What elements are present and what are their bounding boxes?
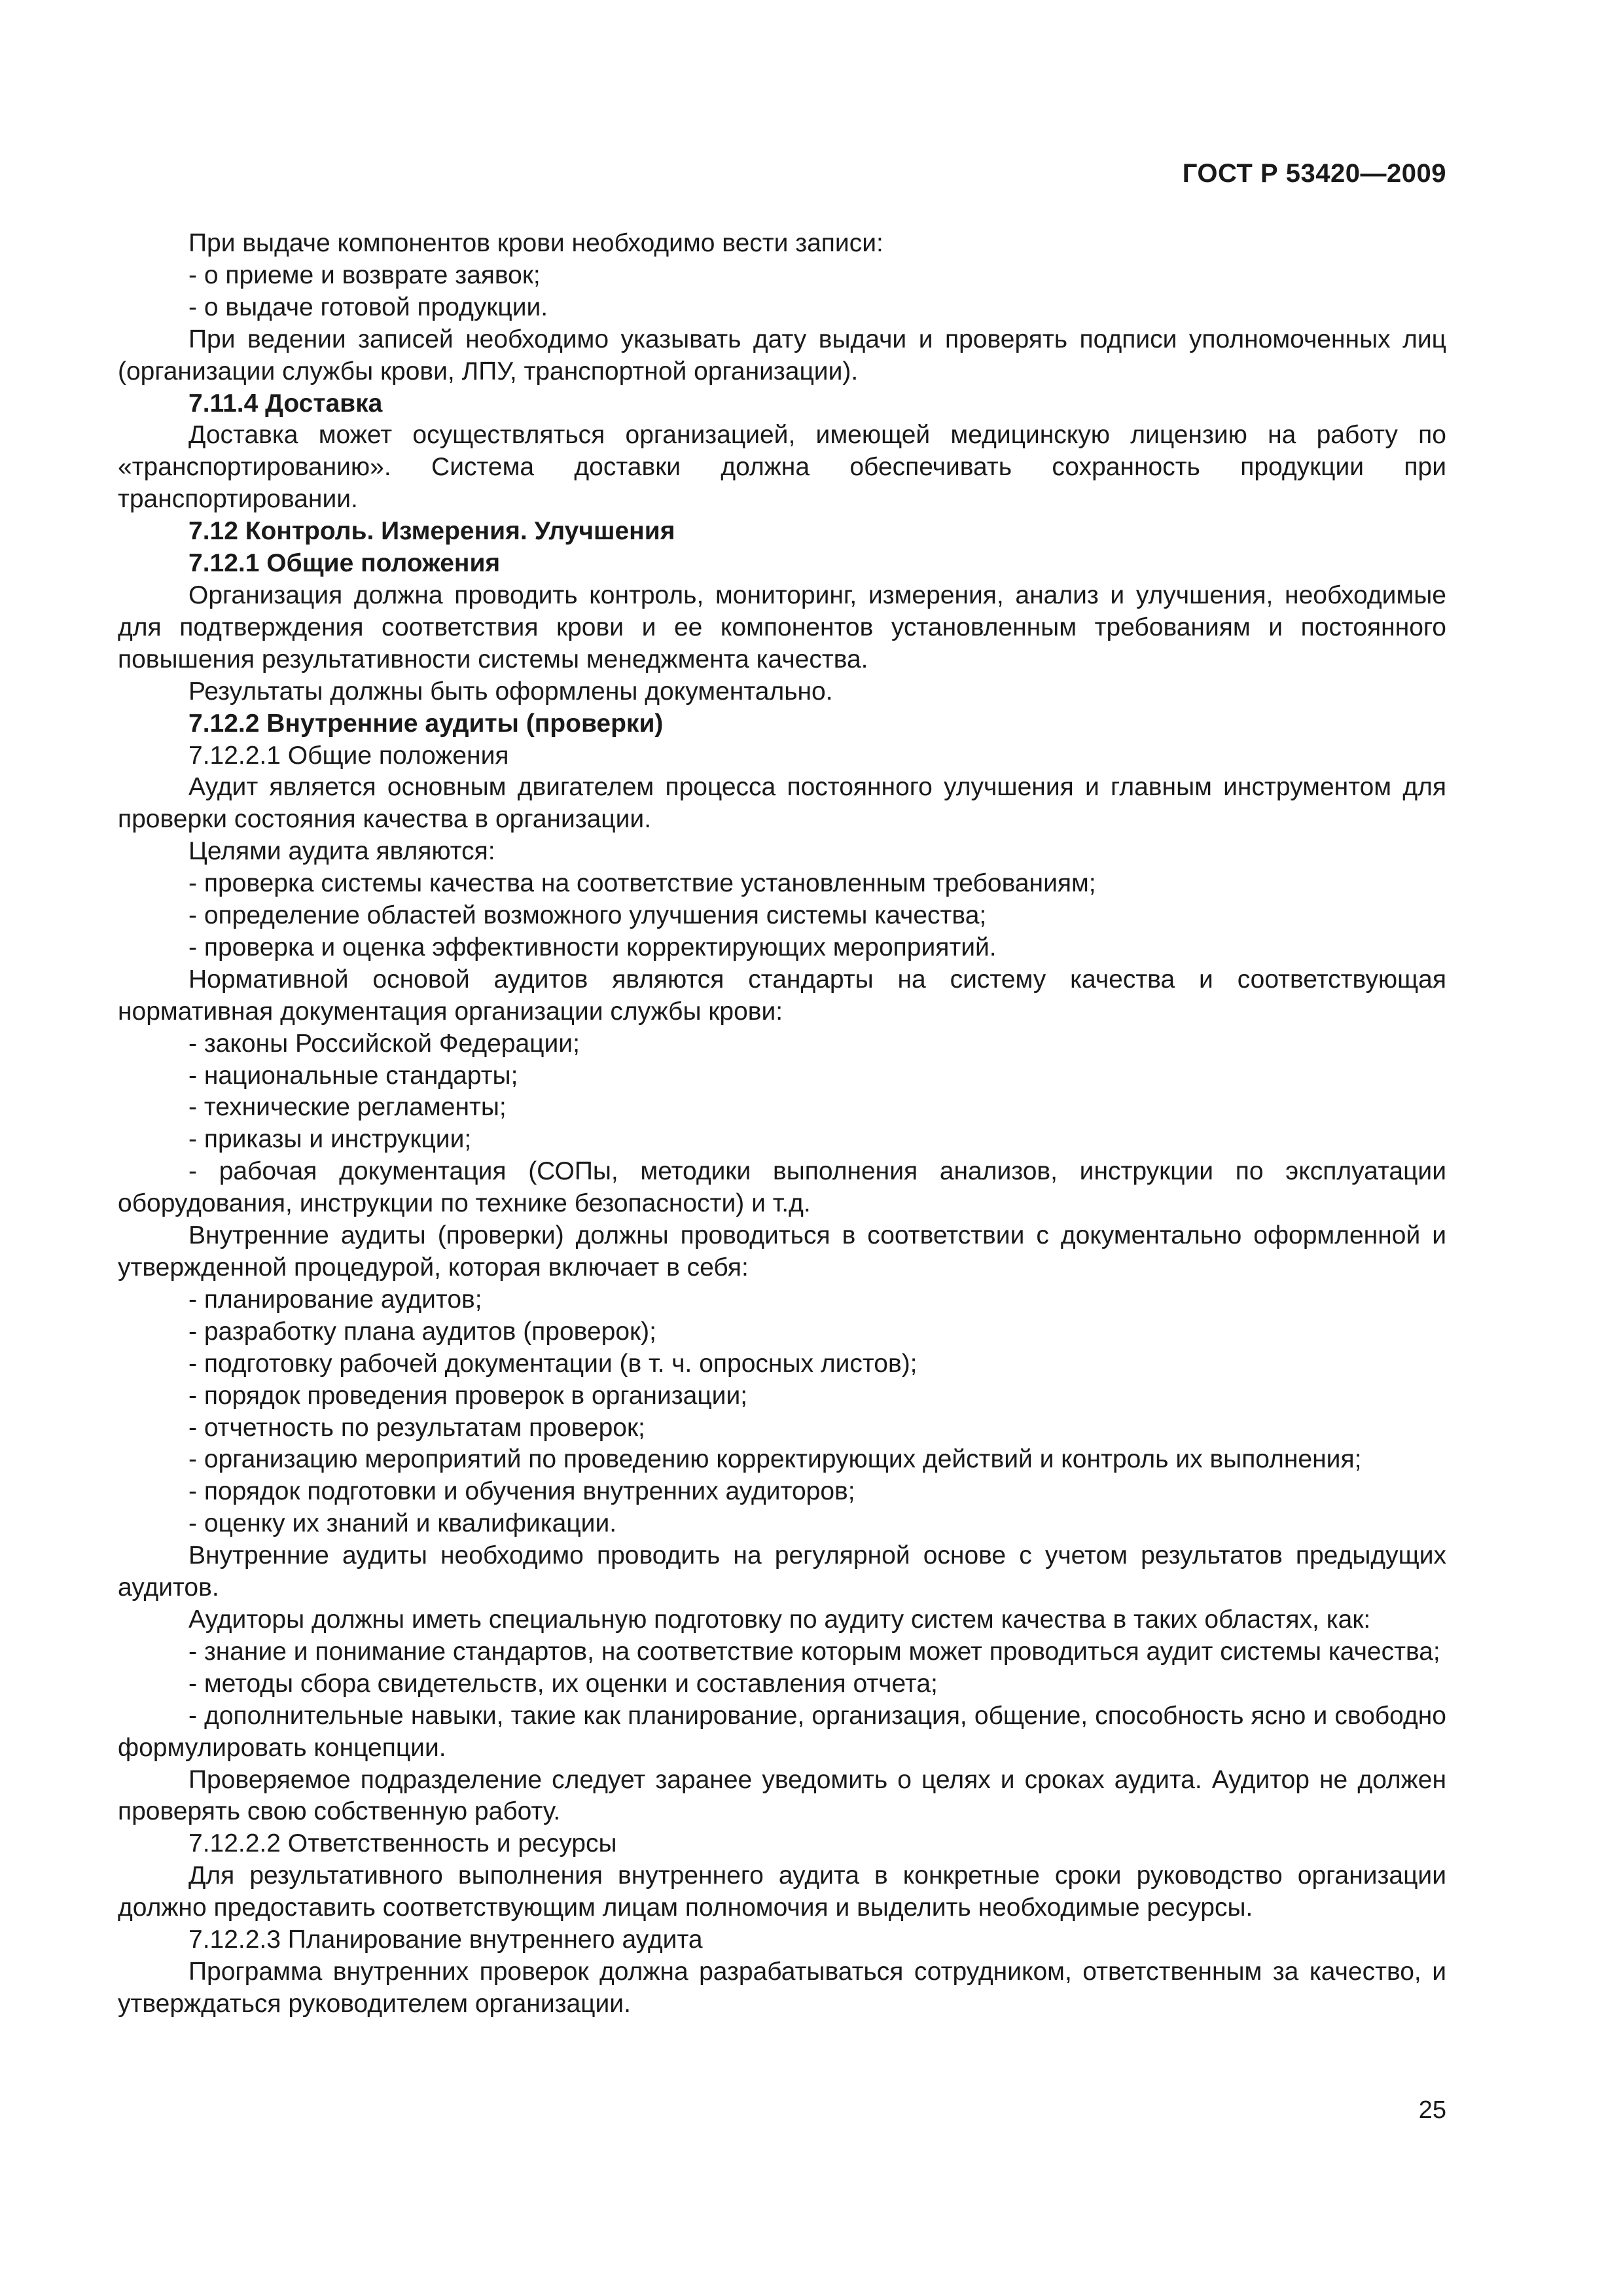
paragraph: Целями аудита являются: <box>188 837 495 866</box>
paragraph: - приказы и инструкции; <box>188 1125 472 1154</box>
paragraph: 7.12.2.2 Ответственность и ресурсы <box>188 1829 617 1858</box>
paragraph: - организацию мероприятий по проведению корректирующих действий и контроль их выполнения; <box>188 1445 1362 1474</box>
paragraph: - знание и понимание стандартов, на соответствие которым может проводиться аудит системы качества; <box>188 1637 1440 1666</box>
paragraph: - разработку плана аудитов (проверок); <box>188 1317 656 1346</box>
paragraph: - проверка и оценка эффективности корректирующих мероприятий. <box>188 933 997 961</box>
paragraph: - оценку их знаний и квалификации. <box>188 1509 617 1538</box>
section-heading: 7.12.2 Внутренние аудиты (проверки) <box>188 709 664 738</box>
paragraph: Внутренние аудиты (проверки) должны проводиться в соответствии с документально оформленной и утвержденной процедурой, которая включает в себя: <box>118 1221 1446 1282</box>
paragraph: - дополнительные навыки, такие как планирование, организация, общение, способность ясно и свободно формулировать концепции. <box>118 1701 1446 1762</box>
document-body <box>118 228 1446 2020</box>
paragraph: Организация должна проводить контроль, мониторинг, измерения, анализ и улучшения, необходимые для подтверждения соответствия крови и ее компонентов установленным требованиям и постоянного повышения результативности системы менеджмента качества. <box>118 581 1446 673</box>
paragraph: Аудит является основным двигателем процесса постоянного улучшения и главным инструментом для проверки состояния качества в организации. <box>118 773 1446 834</box>
paragraph: - подготовку рабочей документации (в т. ч. опросных листов); <box>188 1349 918 1378</box>
page-number: 25 <box>1418 2096 1446 2124</box>
paragraph: - рабочая документация (СОПы, методики выполнения анализов, инструкции по эксплуатации оборудования, инструкции по технике безопасности) и т.д. <box>118 1157 1446 1218</box>
section-heading: 7.12.1 Общие положения <box>188 549 501 578</box>
paragraph: Внутренние аудиты необходимо проводить на регулярной основе с учетом результатов предыдущих аудитов. <box>118 1541 1446 1602</box>
paragraph: - порядок подготовки и обучения внутренних аудиторов; <box>188 1477 855 1506</box>
paragraph: При ведении записей необходимо указывать дату выдачи и проверять подписи уполномоченных лиц (организации службы крови, ЛПУ, транспортной организации). <box>118 325 1446 386</box>
paragraph: При выдаче компонентов крови необходимо вести записи: <box>188 229 883 257</box>
paragraph: 7.12.2.3 Планирование внутреннего аудита <box>188 1926 703 1954</box>
paragraph: Аудиторы должны иметь специальную подготовку по аудиту систем качества в таких областях, как: <box>188 1605 1371 1634</box>
paragraph: Для результативного выполнения внутреннего аудита в конкретные сроки руководство организации должно предоставить соответствующим лицам полномочия и выделить необходимые ресурсы. <box>118 1861 1446 1922</box>
paragraph: - законы Российской Федерации; <box>188 1029 580 1058</box>
paragraph: Результаты должны быть оформлены документально. <box>188 677 833 706</box>
paragraph: Доставка может осуществляться организацией, имеющей медицинскую лицензию на работу по «транспортированию». Система доставки должна обеспечивать сохранность продукции при транспортировании. <box>118 421 1446 514</box>
paragraph: - о приеме и возврате заявок; <box>188 260 541 289</box>
paragraph: Нормативной основой аудитов являются стандарты на систему качества и соответствующая нормативная документация организации службы крови: <box>118 965 1446 1026</box>
paragraph: - проверка системы качества на соответствие установленным требованиям; <box>188 869 1096 898</box>
paragraph: - национальные стандарты; <box>188 1061 518 1090</box>
document-number: ГОСТ Р 53420—2009 <box>1182 159 1446 188</box>
paragraph: Программа внутренних проверок должна разрабатываться сотрудником, ответственным за качество, и утверждаться руководителем организации. <box>118 1957 1446 2018</box>
paragraph: 7.12.2.1 Общие положения <box>188 741 509 770</box>
paragraph: - технические регламенты; <box>188 1093 507 1122</box>
paragraph: - методы сбора свидетельств, их оценки и составления отчета; <box>188 1669 938 1698</box>
paragraph: - планирование аудитов; <box>188 1285 482 1314</box>
paragraph: - порядок проведения проверок в организации; <box>188 1381 748 1410</box>
section-heading: 7.12 Контроль. Измерения. Улучшения <box>188 517 675 546</box>
paragraph: Проверяемое подразделение следует заранее уведомить о целях и сроках аудита. Аудитор не должен проверять свою собственную работу. <box>118 1765 1446 1826</box>
section-heading: 7.11.4 Доставка <box>188 389 383 418</box>
paragraph: - определение областей возможного улучшения системы качества; <box>188 901 987 930</box>
paragraph: - отчетность по результатам проверок; <box>188 1413 645 1442</box>
paragraph: - о выдаче готовой продукции. <box>188 293 548 321</box>
